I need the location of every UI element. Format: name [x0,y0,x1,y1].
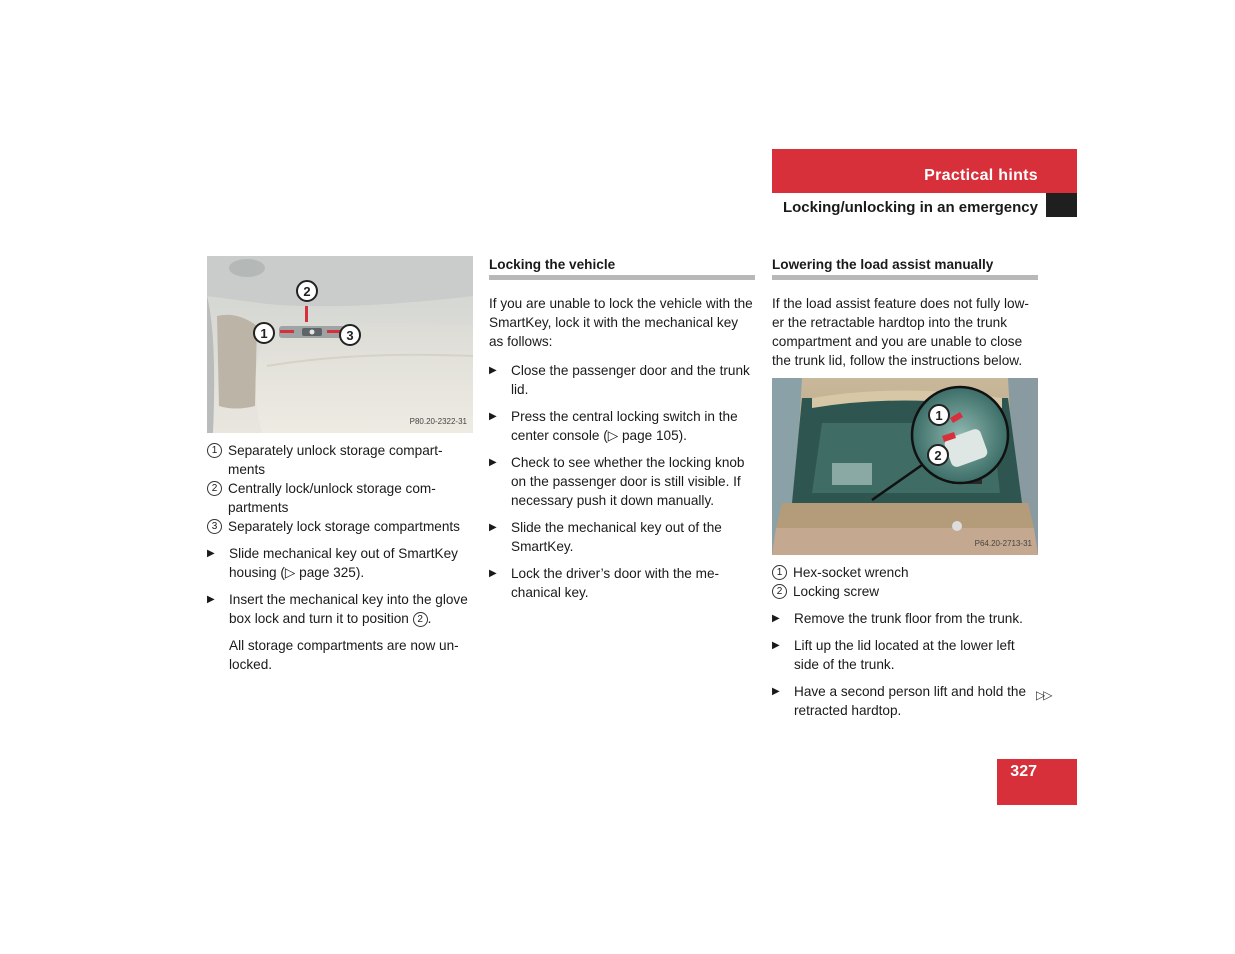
step-item [489,407,755,445]
double-arrow-icon: ▷▷ [1036,688,1051,702]
section-title: Practical hints [924,167,1038,184]
legend-item [207,517,473,536]
legend-text: Separately lock storage compartments [228,519,460,534]
step-item [489,564,755,602]
callout-number: 3 [207,519,222,534]
svg-text:1: 1 [935,408,943,423]
triangle-right-icon: ▶ [489,365,497,376]
callout-number: 1 [772,565,787,580]
callout-number: 1 [207,443,222,458]
step-text: Lift up the lid located at the lower left side of the trunk. [794,638,1015,672]
legend-item [207,479,473,517]
step-text: Press the central locking switch in the center console (▷ page 105). [511,409,738,443]
triangle-right-icon: ▶ [489,457,497,468]
triangle-right-icon: ▶ [772,686,780,697]
column-3 [772,256,1038,728]
legend-item [772,563,1038,582]
triangle-right-icon: ▶ [489,568,497,579]
step-item [489,453,755,510]
step-text: Lock the driver’s door with the me-chanical key. [511,566,720,600]
legend-text: Locking screw [793,584,880,599]
header-dark-tab [1046,193,1077,217]
triangle-right-icon: ▶ [207,594,215,605]
intro-paragraph: If the load assist feature does not fully low-er the retractable hardtop into the trunk compartment and you are unable to close the trunk lid, follow the instructions below. [772,296,1029,368]
page-number: 327 [1010,763,1037,780]
step-text: Have a second person lift and hold the retracted hardtop. [794,684,1027,718]
legend-text: Hex-socket wrench [793,565,909,580]
steps-list [207,544,473,628]
step-item [489,361,755,399]
step-item [772,609,1038,628]
glovebox-illustration [207,256,473,433]
triangle-right-icon: ▶ [207,548,215,559]
step-text: Check to see whether the locking knob on the passenger door is still visible. If necessary push it down manually. [511,455,745,508]
triangle-right-icon: ▶ [772,640,780,651]
steps-list [489,361,755,602]
triangle-right-icon: ▶ [489,411,497,422]
svg-text:2: 2 [303,284,311,299]
column-1 [207,256,473,674]
steps-list [772,609,1038,720]
step-text: Remove the trunk floor from the trunk. [794,611,1023,626]
step-item [772,636,1038,674]
step-item [489,518,755,556]
column-2 [489,256,755,610]
figure-code: P64.20-2713-31 [974,539,1032,548]
section-heading: Locking the vehicle [489,256,755,280]
legend-list [772,563,1038,601]
legend-text: Centrally lock/unlock storage com-partments [228,481,436,515]
legend-item [207,441,473,479]
result-note: All storage compartments are now un-locked. [229,638,459,672]
step-text: Slide the mechanical key out of the SmartKey. [511,520,722,554]
step-text: Insert the mechanical key into the glove box lock and turn it to position [229,592,468,626]
svg-text:2: 2 [934,448,942,463]
legend-list [207,441,473,536]
triangle-right-icon: ▶ [772,613,780,624]
section-heading: Lowering the load assist manually [772,256,1038,280]
step-text: . [427,611,432,626]
callout-number: 2 [413,612,428,627]
svg-text:3: 3 [346,328,354,343]
step-text: Close the passenger door and the trunk lid. [511,363,750,397]
figure-code: P80.20-2322-31 [409,417,467,426]
subsection-title: Locking/unlocking in an emergency [782,199,1038,216]
step-item [772,682,1038,720]
glovebox-figure [207,256,473,433]
legend-item [772,582,1038,601]
trunk-illustration [772,378,1038,555]
step-item [207,544,473,582]
step-text: Slide mechanical key out of SmartKey housing (▷ page 325). [229,546,458,580]
legend-text: Separately unlock storage compart-ments [228,443,443,477]
step-item [207,590,473,628]
trunk-figure [772,378,1038,555]
triangle-right-icon: ▶ [489,522,497,533]
callout-number: 2 [772,584,787,599]
svg-text:1: 1 [260,326,268,341]
callout-number: 2 [207,481,222,496]
intro-paragraph: If you are unable to lock the vehicle with the SmartKey, lock it with the mechanical key as follows: [489,296,753,349]
